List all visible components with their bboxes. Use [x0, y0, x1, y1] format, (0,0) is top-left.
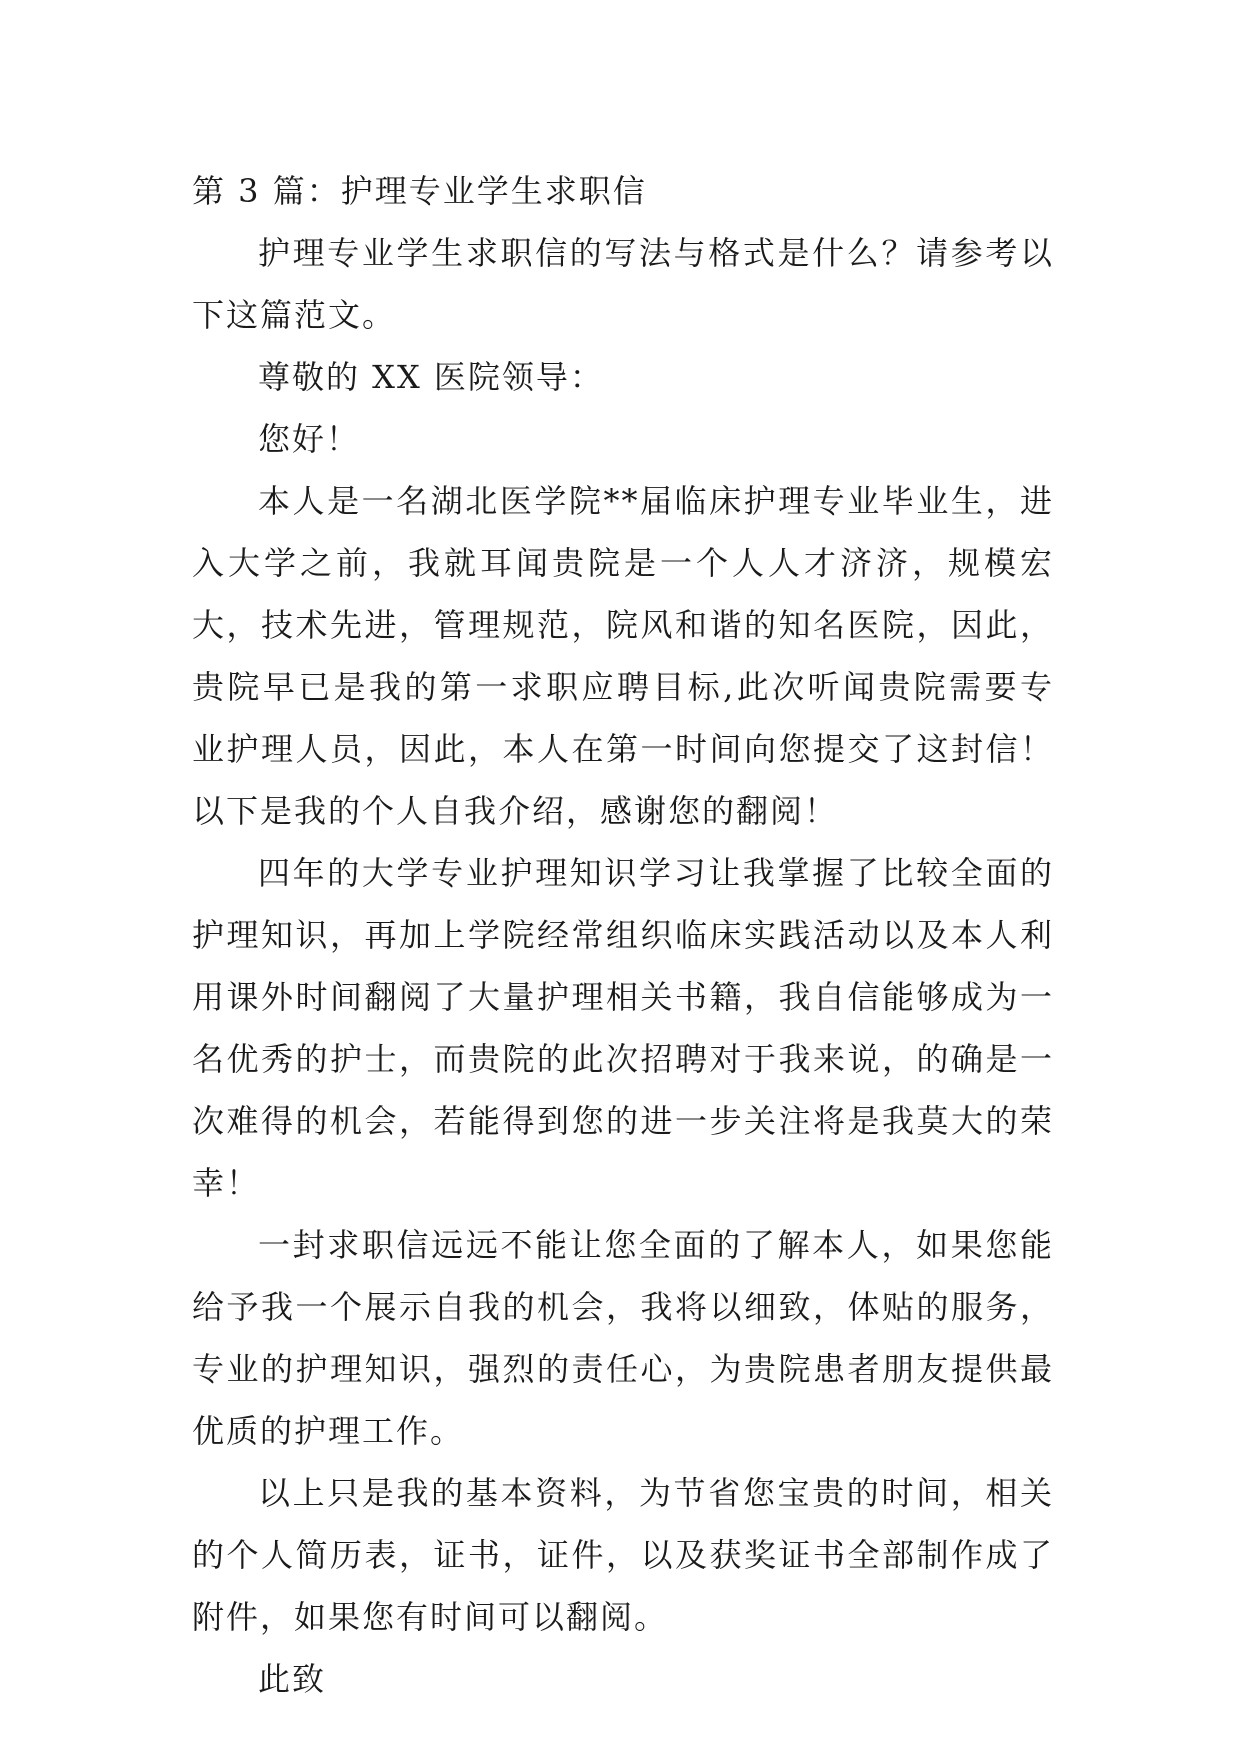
- closing: 此致: [258, 1660, 327, 1698]
- body-paragraph-4: 以上只是我的基本资料，为节省您宝贵的时间，相关的个人简历表，证书，证件，以及获奖证书全部制作成了附件，如果您有时间可以翻阅。: [192, 1474, 1054, 1636]
- intro-paragraph: 护理专业学生求职信的写法与格式是什么？请参考以下这篇范文。: [192, 234, 1054, 334]
- document-page: [192, 160, 1054, 1710]
- document-heading: 第 3 篇：护理专业学生求职信: [192, 172, 647, 210]
- body-paragraph-3: 一封求职信远远不能让您全面的了解本人，如果您能给予我一个展示自我的机会，我将以细致，体贴的服务，专业的护理知识，强烈的责任心，为贵院患者朋友提供最优质的护理工作。: [192, 1226, 1054, 1450]
- body-paragraph-2: 四年的大学专业护理知识学习让我掌握了比较全面的护理知识，再加上学院经常组织临床实践活动以及本人利用课外时间翻阅了大量护理相关书籍，我自信能够成为一名优秀的护士，而贵院的此次招聘对于我来说，的确是一次难得的机会，若能得到您的进一步关注将是我莫大的荣幸！: [192, 854, 1054, 1202]
- greeting: 您好！: [258, 420, 361, 458]
- salutation: 尊敬的 XX 医院领导：: [258, 358, 604, 396]
- body-paragraph-1: 本人是一名湖北医学院**届临床护理专业毕业生，进入大学之前，我就耳闻贵院是一个人人才济济，规模宏大，技术先进，管理规范，院风和谐的知名医院，因此，贵院早已是我的第一求职应聘目标,此次听闻贵院需要专业护理人员，因此，本人在第一时间向您提交了这封信！以下是我的个人自我介绍，感谢您的翻阅！: [192, 482, 1054, 830]
